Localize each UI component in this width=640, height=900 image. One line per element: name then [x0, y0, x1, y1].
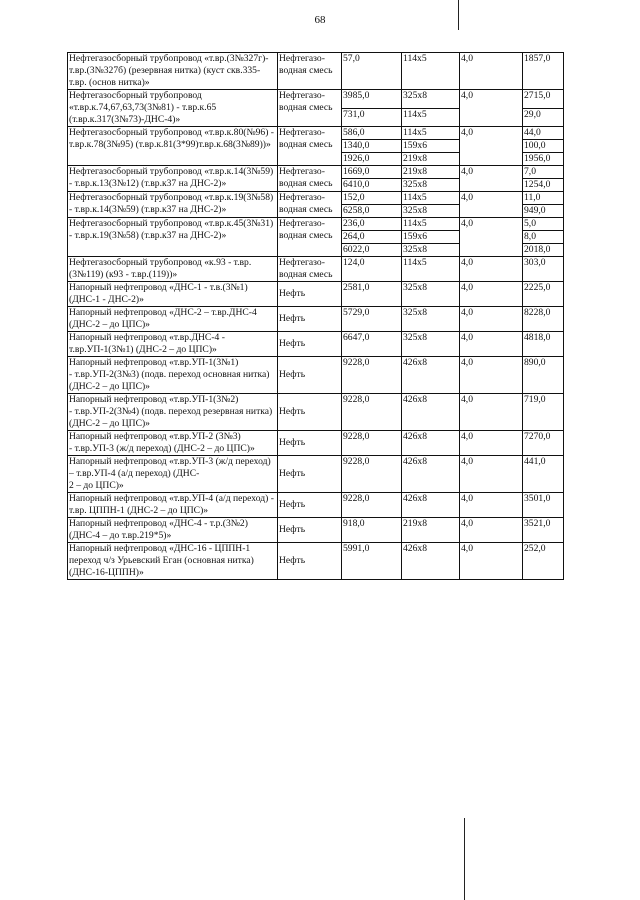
length-cell: 6022,0: [342, 244, 402, 257]
medium-cell: Нефтегазо-водная смесь: [278, 166, 342, 192]
length-cell: 9228,0: [342, 456, 402, 493]
value-cell: 2715,0: [523, 90, 564, 109]
pipe-size-cell: 325x8: [402, 205, 460, 218]
table-row: [68, 90, 564, 109]
medium-cell: Нефтегазо-водная смесь: [278, 192, 342, 218]
value-cell: 1956,0: [523, 153, 564, 166]
pressure-cell: 4,0: [460, 218, 523, 257]
table-row: [68, 493, 564, 518]
medium-cell: Нефтегазо-водная смесь: [278, 218, 342, 257]
length-cell: 3985,0: [342, 90, 402, 109]
pipeline-name-cell: Напорный нефтепровод «ДНС-1 - т.в.(3№1) (ДНС-1 - ДНС-2)»: [68, 282, 278, 307]
table-row: [68, 127, 564, 140]
value-cell: 4818,0: [523, 332, 564, 357]
value-cell: 11,0: [523, 192, 564, 205]
length-cell: 1926,0: [342, 153, 402, 166]
medium-cell: Нефть: [278, 394, 342, 431]
pipe-size-cell: 325x8: [402, 179, 460, 192]
pressure-cell: 4,0: [460, 127, 523, 166]
length-cell: 6410,0: [342, 179, 402, 192]
pipeline-name-cell: Нефтегазосборный трубопровод «т.вр.к.74,67,63,73(3№81) - т.вр.к.65 (т.вр.к.317(3№73)-ДНС-4)»: [68, 90, 278, 127]
pipeline-name-cell: Нефтегазосборный трубопровод «т.вр.к.14(3№59) - т.вр.к.13(3№12) (т.вр.к37 на ДНС-2)»: [68, 166, 278, 192]
pressure-cell: 4,0: [460, 431, 523, 456]
pipe-size-cell: 426x8: [402, 357, 460, 394]
length-cell: 9228,0: [342, 493, 402, 518]
pipe-size-cell: 159x6: [402, 140, 460, 153]
length-cell: 9228,0: [342, 394, 402, 431]
pressure-cell: 4,0: [460, 257, 523, 282]
pressure-cell: 4,0: [460, 192, 523, 218]
pipe-size-cell: 426x8: [402, 394, 460, 431]
length-cell: 124,0: [342, 257, 402, 282]
scan-artifact-line: [464, 818, 465, 900]
table-row: [68, 257, 564, 282]
pipeline-name-cell: Нефтегазосборный трубопровод «т.вр.к.80(№96) - т.вр.к.78(3№95) (т.вр.к.81(3*99)т.вр.к.68(3№89))»: [68, 127, 278, 166]
pipeline-name-cell: Напорный нефтепровод «т.вр.УП-2 (3№3) - т.вр.УП-3 (ж/д переход) (ДНС-2 – до ЦПС)»: [68, 431, 278, 456]
pipeline-table: [67, 52, 564, 580]
pipeline-name-cell: Нефтегазосборный трубопровод «т.вр.(3№327г)- т.вр.(3№327б) (резервная нитка) (куст скв.335-т.вр. (основ нитка)»: [68, 53, 278, 90]
medium-cell: Нефть: [278, 543, 342, 580]
length-cell: 57,0: [342, 53, 402, 90]
medium-cell: Нефть: [278, 282, 342, 307]
medium-cell: Нефтегазо-водная смесь: [278, 90, 342, 127]
table-row: [68, 394, 564, 431]
pipe-size-cell: 114x5: [402, 218, 460, 231]
table-row: [68, 307, 564, 332]
value-cell: 2018,0: [523, 244, 564, 257]
medium-cell: Нефть: [278, 456, 342, 493]
pipe-size-cell: 325x8: [402, 307, 460, 332]
table-row: [68, 282, 564, 307]
pipe-size-cell: 219x8: [402, 153, 460, 166]
medium-cell: Нефть: [278, 493, 342, 518]
value-cell: 1857,0: [523, 53, 564, 90]
length-cell: 236,0: [342, 218, 402, 231]
length-cell: 1340,0: [342, 140, 402, 153]
pressure-cell: 4,0: [460, 307, 523, 332]
pipe-size-cell: 325x8: [402, 332, 460, 357]
scan-artifact-line: [458, 0, 459, 30]
pipe-size-cell: 325x8: [402, 282, 460, 307]
pressure-cell: 4,0: [460, 456, 523, 493]
pipe-size-cell: 114x5: [402, 53, 460, 90]
value-cell: 29,0: [523, 108, 564, 127]
pipeline-table-body: [68, 53, 564, 580]
medium-cell: Нефтегазо-водная смесь: [278, 127, 342, 166]
value-cell: 1254,0: [523, 179, 564, 192]
table-row: [68, 166, 564, 179]
pipe-size-cell: 219x8: [402, 166, 460, 179]
table-row: [68, 518, 564, 543]
pipe-size-cell: 426x8: [402, 456, 460, 493]
value-cell: 303,0: [523, 257, 564, 282]
value-cell: 5,0: [523, 218, 564, 231]
length-cell: 264,0: [342, 231, 402, 244]
medium-cell: Нефть: [278, 307, 342, 332]
medium-cell: Нефтегазо-водная смесь: [278, 53, 342, 90]
value-cell: 8228,0: [523, 307, 564, 332]
table-row: [68, 53, 564, 90]
value-cell: 3521,0: [523, 518, 564, 543]
pressure-cell: 4,0: [460, 493, 523, 518]
value-cell: 949,0: [523, 205, 564, 218]
pressure-cell: 4,0: [460, 394, 523, 431]
pipe-size-cell: 114x5: [402, 192, 460, 205]
pressure-cell: 4,0: [460, 166, 523, 192]
pressure-cell: 4,0: [460, 332, 523, 357]
length-cell: 5991,0: [342, 543, 402, 580]
medium-cell: Нефть: [278, 431, 342, 456]
pressure-cell: 4,0: [460, 53, 523, 90]
table-row: [68, 456, 564, 493]
pipeline-name-cell: Напорный нефтепровод «ДНС-2 – т.вр.ДНС-4 (ДНС-2 – до ЦПС)»: [68, 307, 278, 332]
length-cell: 918,0: [342, 518, 402, 543]
pipe-size-cell: 114x5: [402, 127, 460, 140]
pipe-size-cell: 426x8: [402, 543, 460, 580]
value-cell: 7270,0: [523, 431, 564, 456]
pipe-size-cell: 219x8: [402, 518, 460, 543]
length-cell: 152,0: [342, 192, 402, 205]
pipe-size-cell: 159x6: [402, 231, 460, 244]
pressure-cell: 4,0: [460, 90, 523, 127]
table-row: [68, 357, 564, 394]
pipe-size-cell: 426x8: [402, 493, 460, 518]
pipe-size-cell: 114x5: [402, 108, 460, 127]
pressure-cell: 4,0: [460, 518, 523, 543]
length-cell: 9228,0: [342, 431, 402, 456]
medium-cell: Нефть: [278, 518, 342, 543]
value-cell: 2225,0: [523, 282, 564, 307]
pipeline-name-cell: Напорный нефтепровод «ДНС-4 - т.р.(3№2) (ДНС-4 – до т.вр.219*5)»: [68, 518, 278, 543]
length-cell: 2581,0: [342, 282, 402, 307]
value-cell: 8,0: [523, 231, 564, 244]
pressure-cell: 4,0: [460, 357, 523, 394]
pipeline-name-cell: Нефтегазосборный трубопровод «к.93 - т.вр.(3№119) (к93 - т.вр.(119))»: [68, 257, 278, 282]
pipeline-name-cell: Напорный нефтепровод «т.вр.УП-3 (ж/д переход) – т.вр.УП-4 (а/д переход) (ДНС- 2 – до ЦПС)»: [68, 456, 278, 493]
value-cell: 3501,0: [523, 493, 564, 518]
pipeline-name-cell: Напорный нефтепровод «ДНС-16 - ЦППН-1 переход ч/з Урьевский Еган (основная нитка) (ДНС-16-ЦППН)»: [68, 543, 278, 580]
page-number: 68: [314, 14, 326, 26]
medium-cell: Нефтегазо-водная смесь: [278, 257, 342, 282]
table-row: [68, 192, 564, 205]
pipeline-name-cell: Напорный нефтепровод «т.вр.УП-1(3№2) - т.вр.УП-2(3№4) (подв. переход резервная нитка) (ДНС-2 – до ЦПС)»: [68, 394, 278, 431]
pipeline-name-cell: Напорный нефтепровод «т.вр.УП-4 (а/д переход) - т.вр. ЦППН-1 (ДНС-2 – до ЦПС)»: [68, 493, 278, 518]
pipe-size-cell: 325x8: [402, 90, 460, 109]
pipe-size-cell: 325x8: [402, 244, 460, 257]
value-cell: 890,0: [523, 357, 564, 394]
pipeline-name-cell: Нефтегазосборный трубопровод «т.вр.к.19(3№58) - т.вр.к.14(3№59) (т.вр.к37 на ДНС-2)»: [68, 192, 278, 218]
medium-cell: Нефть: [278, 357, 342, 394]
pressure-cell: 4,0: [460, 543, 523, 580]
table-row: [68, 218, 564, 231]
length-cell: 586,0: [342, 127, 402, 140]
value-cell: 7,0: [523, 166, 564, 179]
value-cell: 100,0: [523, 140, 564, 153]
table-row: [68, 332, 564, 357]
pipeline-name-cell: Нефтегазосборный трубопровод «т.вр.к.45(3№31) - т.вр.к.19(3№58) (т.вр.к37 на ДНС-2)»: [68, 218, 278, 257]
length-cell: 731,0: [342, 108, 402, 127]
value-cell: 44,0: [523, 127, 564, 140]
value-cell: 252,0: [523, 543, 564, 580]
pressure-cell: 4,0: [460, 282, 523, 307]
table-row: [68, 431, 564, 456]
length-cell: 1669,0: [342, 166, 402, 179]
pipe-size-cell: 426x8: [402, 431, 460, 456]
pipeline-name-cell: Напорный нефтепровод «т.вр.ДНС-4 - т.вр.УП-1(3№1) (ДНС-2 – до ЦПС)»: [68, 332, 278, 357]
medium-cell: Нефть: [278, 332, 342, 357]
length-cell: 6647,0: [342, 332, 402, 357]
length-cell: 5729,0: [342, 307, 402, 332]
value-cell: 719,0: [523, 394, 564, 431]
pipe-size-cell: 114x5: [402, 257, 460, 282]
length-cell: 6258,0: [342, 205, 402, 218]
length-cell: 9228,0: [342, 357, 402, 394]
table-row: [68, 543, 564, 580]
value-cell: 441,0: [523, 456, 564, 493]
pipeline-name-cell: Напорный нефтепровод «т.вр.УП-1(3№1) - т.вр.УП-2(3№3) (подв. переход основная нитка) (ДНС-2 – до ЦПС)»: [68, 357, 278, 394]
